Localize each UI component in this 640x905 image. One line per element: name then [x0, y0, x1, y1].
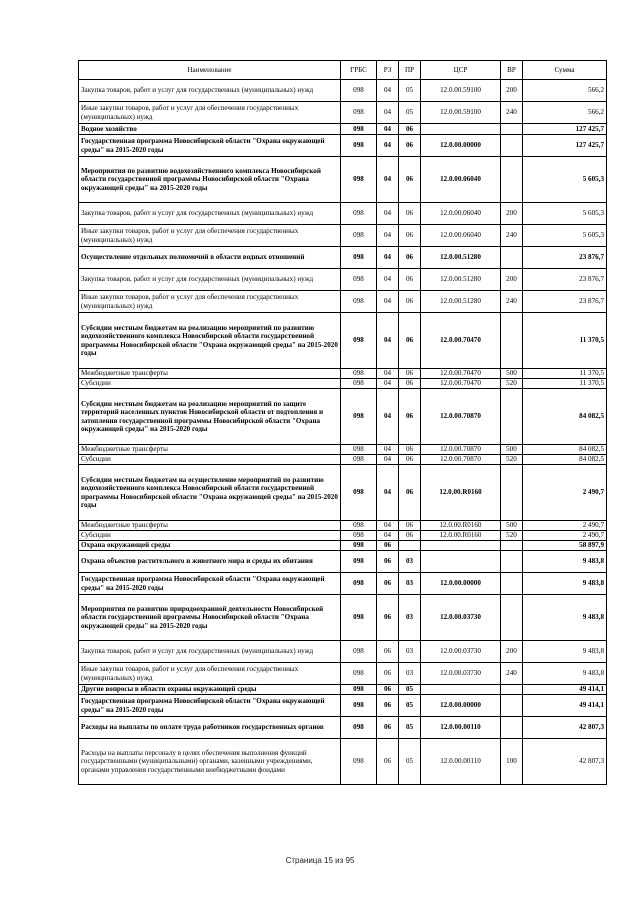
table-row: [79, 247, 607, 269]
cell-vr: [501, 541, 523, 551]
cell-pr: 06: [399, 379, 421, 389]
cell-rz: 06: [377, 695, 399, 717]
table-row: [79, 269, 607, 291]
cell-rz: 06: [377, 663, 399, 685]
cell-csr: 12.0.00.06040: [421, 203, 501, 225]
cell-rz: 06: [377, 739, 399, 785]
cell-sum: 5 605,3: [523, 225, 607, 247]
cell-vr: [501, 157, 523, 203]
cell-sum: 23 876,7: [523, 291, 607, 313]
cell-rz: 04: [377, 80, 399, 102]
cell-pr: 05: [399, 102, 421, 124]
cell-rz: 04: [377, 465, 399, 521]
cell-pr: 03: [399, 595, 421, 641]
cell-pr: 06: [399, 369, 421, 379]
table-row: [79, 521, 607, 531]
cell-vr: 500: [501, 369, 523, 379]
cell-grbs: 098: [341, 739, 377, 785]
cell-name: Государственная программа Новосибирской области "Охрана окружающей среды" на 2015-2020 годы: [79, 695, 341, 717]
cell-grbs: 098: [341, 695, 377, 717]
cell-name: Субсидии: [79, 455, 341, 465]
cell-pr: 03: [399, 663, 421, 685]
cell-sum: 9 483,8: [523, 663, 607, 685]
cell-grbs: 098: [341, 641, 377, 663]
table-header-row: [79, 61, 607, 80]
cell-pr: 06: [399, 203, 421, 225]
cell-name: Межбюджетные трансферты: [79, 445, 341, 455]
cell-csr: 12.0.00.03730: [421, 641, 501, 663]
cell-vr: 240: [501, 291, 523, 313]
table-row: [79, 717, 607, 739]
cell-pr: 06: [399, 124, 421, 135]
cell-csr: 12.0.00.00000: [421, 695, 501, 717]
header-grbs: ГРБС: [341, 61, 377, 80]
table-row: [79, 641, 607, 663]
cell-grbs: 098: [341, 157, 377, 203]
cell-csr: 12.0.00.03730: [421, 663, 501, 685]
header-pr: ПР: [399, 61, 421, 80]
cell-grbs: 098: [341, 291, 377, 313]
table-row: [79, 595, 607, 641]
cell-grbs: 098: [341, 573, 377, 595]
table-body: [79, 80, 607, 785]
cell-grbs: 098: [341, 465, 377, 521]
cell-pr: 06: [399, 247, 421, 269]
table-row: [79, 695, 607, 717]
cell-name: Осуществление отдельных полномочий в области водных отношений: [79, 247, 341, 269]
cell-grbs: 098: [341, 531, 377, 541]
cell-pr: 06: [399, 291, 421, 313]
cell-rz: 06: [377, 573, 399, 595]
cell-vr: [501, 124, 523, 135]
cell-name: Государственная программа Новосибирской области "Охрана окружающей среды" на 2015-2020 годы: [79, 573, 341, 595]
cell-rz: 04: [377, 225, 399, 247]
table-row: [79, 541, 607, 551]
cell-name: Иные закупки товаров, работ и услуг для обеспечения государственных (муниципальных) нужд: [79, 291, 341, 313]
cell-vr: [501, 389, 523, 445]
table-row: [79, 573, 607, 595]
cell-name: Субсидии: [79, 531, 341, 541]
cell-vr: 100: [501, 739, 523, 785]
cell-grbs: 098: [341, 379, 377, 389]
cell-name: Субсидии: [79, 379, 341, 389]
cell-vr: 520: [501, 455, 523, 465]
cell-vr: 520: [501, 531, 523, 541]
cell-pr: 06: [399, 313, 421, 369]
table-row: [79, 455, 607, 465]
cell-csr: 12.0.00.R0160: [421, 521, 501, 531]
cell-sum: 84 082,5: [523, 445, 607, 455]
cell-sum: 42 807,3: [523, 739, 607, 785]
cell-name: Мероприятия по развитию природоохранной деятельности Новосибирской области государственной программы Новосибирской области "Охрана окружающей среды" на 2015-2020 годы: [79, 595, 341, 641]
cell-vr: 500: [501, 445, 523, 455]
cell-csr: 12.0.00.51280: [421, 269, 501, 291]
cell-name: Закупка товаров, работ и услуг для государственных (муниципальных) нужд: [79, 641, 341, 663]
cell-grbs: 098: [341, 541, 377, 551]
cell-pr: 05: [399, 695, 421, 717]
table-row: [79, 225, 607, 247]
cell-grbs: 098: [341, 717, 377, 739]
header-rz: РЗ: [377, 61, 399, 80]
cell-rz: 04: [377, 445, 399, 455]
cell-name: Межбюджетные трансферты: [79, 369, 341, 379]
table-row: [79, 291, 607, 313]
cell-csr: [421, 541, 501, 551]
table-row: [79, 531, 607, 541]
cell-pr: [399, 541, 421, 551]
table-row: [79, 379, 607, 389]
cell-grbs: 098: [341, 551, 377, 573]
table-row: [79, 203, 607, 225]
table-row: [79, 80, 607, 102]
cell-rz: 06: [377, 551, 399, 573]
cell-sum: 49 414,1: [523, 695, 607, 717]
cell-name: Субсидии местным бюджетам на осуществление мероприятий по развитию водохозяйственного комплекса Новосибирской области государственной программы Новосибирской области "Охрана окружающей среды" на 2015-2020 годы: [79, 465, 341, 521]
cell-name: Закупка товаров, работ и услуг для государственных (муниципальных) нужд: [79, 269, 341, 291]
cell-pr: 06: [399, 269, 421, 291]
cell-csr: 12.0.00.70870: [421, 455, 501, 465]
cell-name: Мероприятия по развитию водохозяйственного комплекса Новосибирской области государственной программы Новосибирской области "Охрана окружающей среды" на 2015-2020 годы: [79, 157, 341, 203]
cell-pr: 03: [399, 573, 421, 595]
cell-csr: 12.0.00.70870: [421, 445, 501, 455]
budget-table: [78, 60, 607, 785]
cell-pr: 06: [399, 521, 421, 531]
cell-grbs: 098: [341, 225, 377, 247]
cell-csr: 12.0.00.70470: [421, 313, 501, 369]
cell-sum: 566,2: [523, 80, 607, 102]
cell-sum: 566,2: [523, 102, 607, 124]
cell-name: Государственная программа Новосибирской области "Охрана окружающей среды" на 2015-2020 годы: [79, 135, 341, 157]
cell-pr: 03: [399, 641, 421, 663]
cell-name: Закупка товаров, работ и услуг для государственных (муниципальных) нужд: [79, 203, 341, 225]
cell-vr: [501, 595, 523, 641]
cell-rz: 04: [377, 455, 399, 465]
cell-rz: 04: [377, 102, 399, 124]
cell-grbs: 098: [341, 389, 377, 445]
cell-name: Расходы на выплаты персоналу в целях обеспечения выполнения функций государственными (муниципальными) органами, казенными учреждениями, органами управления государственными внебюджетными фондами: [79, 739, 341, 785]
cell-grbs: 098: [341, 595, 377, 641]
cell-sum: 84 082,5: [523, 455, 607, 465]
cell-rz: 04: [377, 379, 399, 389]
table-row: [79, 124, 607, 135]
cell-rz: 04: [377, 247, 399, 269]
cell-grbs: 098: [341, 124, 377, 135]
cell-rz: 06: [377, 685, 399, 695]
cell-csr: [421, 685, 501, 695]
table-row: [79, 135, 607, 157]
cell-rz: 04: [377, 369, 399, 379]
cell-pr: 06: [399, 455, 421, 465]
cell-rz: 04: [377, 124, 399, 135]
cell-name: Иные закупки товаров, работ и услуг для обеспечения государственных (муниципальных) нужд: [79, 102, 341, 124]
cell-sum: 9 483,8: [523, 595, 607, 641]
cell-rz: 04: [377, 269, 399, 291]
cell-csr: 12.0.00.59100: [421, 102, 501, 124]
cell-pr: 05: [399, 80, 421, 102]
table-row: [79, 551, 607, 573]
cell-sum: 9 483,8: [523, 641, 607, 663]
cell-rz: 04: [377, 135, 399, 157]
cell-vr: 500: [501, 521, 523, 531]
cell-rz: 06: [377, 641, 399, 663]
cell-sum: 2 490,7: [523, 521, 607, 531]
cell-sum: 5 605,3: [523, 157, 607, 203]
cell-pr: 05: [399, 739, 421, 785]
cell-vr: [501, 695, 523, 717]
cell-pr: 05: [399, 717, 421, 739]
header-sum: Сумма: [523, 61, 607, 80]
cell-sum: 2 490,7: [523, 531, 607, 541]
cell-pr: 06: [399, 225, 421, 247]
cell-vr: [501, 551, 523, 573]
table-row: [79, 445, 607, 455]
cell-sum: 23 876,7: [523, 247, 607, 269]
page-number: Страница 15 из 95: [285, 856, 355, 865]
cell-pr: 06: [399, 445, 421, 455]
cell-grbs: 098: [341, 269, 377, 291]
cell-rz: 06: [377, 595, 399, 641]
cell-rz: 04: [377, 203, 399, 225]
cell-name: Иные закупки товаров, работ и услуг для обеспечения государственных (муниципальных) нужд: [79, 663, 341, 685]
cell-vr: 240: [501, 102, 523, 124]
table-row: [79, 465, 607, 521]
cell-csr: 12.0.00.06040: [421, 157, 501, 203]
header-vr: ВР: [501, 61, 523, 80]
cell-vr: 200: [501, 203, 523, 225]
cell-csr: 12.0.00.70870: [421, 389, 501, 445]
table-row: [79, 685, 607, 695]
cell-grbs: 098: [341, 203, 377, 225]
cell-sum: 23 876,7: [523, 269, 607, 291]
cell-grbs: 098: [341, 313, 377, 369]
cell-name: Другие вопросы в области охраны окружающей среды: [79, 685, 341, 695]
cell-rz: 04: [377, 313, 399, 369]
cell-csr: 12.0.00.51280: [421, 291, 501, 313]
cell-sum: 42 807,3: [523, 717, 607, 739]
cell-grbs: 098: [341, 369, 377, 379]
cell-pr: 06: [399, 531, 421, 541]
cell-vr: 240: [501, 225, 523, 247]
cell-csr: 12.0.00.70470: [421, 379, 501, 389]
cell-csr: 12.0.00.51280: [421, 247, 501, 269]
cell-grbs: 098: [341, 455, 377, 465]
cell-grbs: 098: [341, 445, 377, 455]
cell-sum: 11 370,5: [523, 369, 607, 379]
cell-grbs: 098: [341, 102, 377, 124]
header-csr: ЦСР: [421, 61, 501, 80]
cell-sum: 127 425,7: [523, 135, 607, 157]
cell-pr: 06: [399, 465, 421, 521]
cell-grbs: 098: [341, 663, 377, 685]
table-row: [79, 389, 607, 445]
table-row: [79, 739, 607, 785]
cell-grbs: 098: [341, 685, 377, 695]
cell-csr: 12.0.00.70470: [421, 369, 501, 379]
cell-name: Охрана объектов растительного и животного мира и среды их обитания: [79, 551, 341, 573]
cell-name: Межбюджетные трансферты: [79, 521, 341, 531]
cell-name: Иные закупки товаров, работ и услуг для обеспечения государственных (муниципальных) нужд: [79, 225, 341, 247]
cell-sum: 127 425,7: [523, 124, 607, 135]
cell-sum: 84 082,5: [523, 389, 607, 445]
cell-name: Субсидии местным бюджетам на реализацию мероприятий по развитию водохозяйственного комплекса Новосибирской области государственной программы Новосибирской области "Охрана окружающей среды" на 2015-2020 годы: [79, 313, 341, 369]
cell-rz: 04: [377, 521, 399, 531]
cell-pr: 06: [399, 389, 421, 445]
cell-csr: 12.0.00.R0160: [421, 465, 501, 521]
cell-vr: [501, 717, 523, 739]
cell-rz: 04: [377, 291, 399, 313]
cell-vr: [501, 573, 523, 595]
cell-csr: 12.0.00.00000: [421, 573, 501, 595]
cell-sum: 2 490,7: [523, 465, 607, 521]
cell-vr: [501, 685, 523, 695]
cell-vr: [501, 135, 523, 157]
cell-sum: 9 483,8: [523, 573, 607, 595]
cell-csr: 12.0.00.00110: [421, 739, 501, 785]
cell-name: Охрана окружающей среды: [79, 541, 341, 551]
header-name: Наименование: [79, 61, 341, 80]
cell-vr: [501, 313, 523, 369]
cell-sum: 9 483,8: [523, 551, 607, 573]
cell-rz: 06: [377, 541, 399, 551]
cell-pr: 06: [399, 135, 421, 157]
cell-name: Водное хозяйство: [79, 124, 341, 135]
cell-grbs: 098: [341, 521, 377, 531]
cell-sum: 49 414,1: [523, 685, 607, 695]
cell-name: Субсидии местным бюджетам на реализацию мероприятий по защите территорий населенных пунктов Новосибирской области от подтопления и затопления государственной программы Новосибирской области "Охрана окружающей среды" на 2015-2020 годы: [79, 389, 341, 445]
cell-rz: 04: [377, 389, 399, 445]
table-row: [79, 663, 607, 685]
cell-grbs: 098: [341, 135, 377, 157]
cell-rz: 04: [377, 157, 399, 203]
cell-grbs: 098: [341, 247, 377, 269]
cell-csr: 12.0.00.00000: [421, 135, 501, 157]
cell-pr: 05: [399, 685, 421, 695]
cell-vr: 200: [501, 641, 523, 663]
cell-csr: [421, 551, 501, 573]
cell-sum: 58 897,9: [523, 541, 607, 551]
cell-name: Закупка товаров, работ и услуг для государственных (муниципальных) нужд: [79, 80, 341, 102]
cell-sum: 11 370,5: [523, 379, 607, 389]
cell-vr: 520: [501, 379, 523, 389]
table-row: [79, 102, 607, 124]
cell-pr: 06: [399, 157, 421, 203]
cell-grbs: 098: [341, 80, 377, 102]
cell-csr: 12.0.00.06040: [421, 225, 501, 247]
cell-csr: [421, 124, 501, 135]
cell-rz: 04: [377, 531, 399, 541]
cell-name: Расходы на выплаты по оплате труда работников государственных органов: [79, 717, 341, 739]
cell-sum: 11 370,5: [523, 313, 607, 369]
table-row: [79, 313, 607, 369]
cell-vr: 240: [501, 663, 523, 685]
cell-vr: [501, 465, 523, 521]
table-row: [79, 369, 607, 379]
cell-sum: 5 605,3: [523, 203, 607, 225]
cell-vr: 200: [501, 80, 523, 102]
cell-csr: 12.0.00.59100: [421, 80, 501, 102]
cell-rz: 06: [377, 717, 399, 739]
table-row: [79, 157, 607, 203]
cell-pr: 03: [399, 551, 421, 573]
cell-vr: [501, 247, 523, 269]
cell-csr: 12.0.00.00110: [421, 717, 501, 739]
cell-csr: 12.0.00.03730: [421, 595, 501, 641]
cell-csr: 12.0.00.R0160: [421, 531, 501, 541]
cell-vr: 200: [501, 269, 523, 291]
